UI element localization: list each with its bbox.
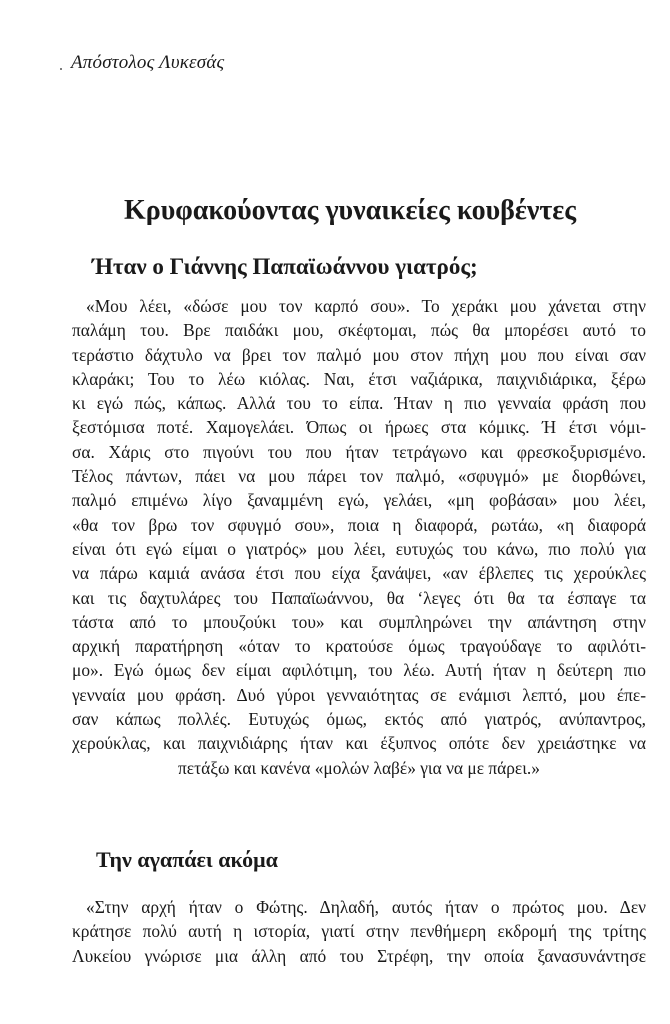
body-line: σα. Χάρις στο πιγούνι του που ήταν τετράγωνο και φρεσκοξυρισμένο. — [72, 441, 646, 462]
body-line: «Μου λέει, «δώσε μου τον καρπό σου». Το χεράκι μου χάνεται στην — [86, 296, 646, 316]
body-line: παλάμη του. Βρε παιδάκι μου, σκέφτομαι, πώς θα μπορέσει αυτό το — [72, 320, 646, 341]
body-line: σαν κάπως πολλές. Ευτυχώς όμως, εκτός από γιατρός, ανύπαντρος, — [72, 709, 646, 730]
body-line: παλμό επιμένω λίγο ξαναμμένη εγώ, γελάει, «μη φοβάσαι» μου λέει, — [72, 490, 646, 511]
running-header-author: Απόστολος Λυκεσάς — [71, 52, 225, 73]
section-2-body — [72, 895, 646, 968]
body-line: χερούκλας, και παιχνιδιάρης ήταν και έξυπνος οπότε δεν χρειάστηκε να — [72, 733, 646, 754]
scan-speck — [60, 68, 62, 70]
body-line: «θα τον βρω τον σφυγμό σου», ποια η διαφορά, ρωτάω, «η διαφορά — [72, 514, 646, 535]
body-line: ξεστόμισα ποτέ. Χαμογελάει. Όπως οι ήρωες στα κόμικς. Ή έτσι νόμι- — [72, 417, 646, 438]
body-line: κλαράκι; Του το λέω κιόλας. Ναι, έτσι ναζιάρικα, παιχνιδιάρικα, ξέρω — [72, 368, 646, 389]
section-heading-2: Την αγαπάει ακόμα — [96, 847, 278, 872]
body-line: κράτησε πολύ αυτή η ιστορία, γιατί στην πενθήμερη εκδρομή της τρίτης — [72, 921, 646, 942]
body-line: τάστα από το μπουζούκι του» και συμπληρώνει την απάντηση στην — [72, 611, 646, 632]
body-line: Λυκείου γνώρισε μια άλλη από του Στρέφη, την οποία ξανασυνάντησε — [72, 945, 646, 966]
body-line: Τέλος πάντων, πάει να μου πάρει τον παλμό, «σφυγμό» με διορθώνει, — [72, 466, 646, 487]
body-line: κι εγώ πώς, κάπως. Αλλά του το είπα. Ήταν η πιο γενναία φράση που — [72, 393, 646, 414]
body-line: είναι ότι εγώ είμαι ο γιατρός» μου λέει, ευτυχώς του κάνω, πιο πολύ για — [72, 538, 646, 559]
section-heading-1: Ήταν ο Γιάννης Παπαϊωάννου γιατρός; — [92, 254, 478, 279]
body-line: πετάξω και κανένα «μολών λαβέ» για να με πάρει.» — [178, 757, 540, 778]
chapter-title: Κρυφακούοντας γυναικείες κουβέντες — [123, 195, 577, 226]
body-line: τεράστιο δάχτυλο να βρει τον παλμό μου στον πήχη μου που είναι σαν — [72, 344, 646, 365]
body-line: και τις δαχτυλάρες του Παπαϊωάννου, θα ‘λεγες ότι θα τα έσπαγε τα — [72, 587, 646, 608]
body-line: μο». Εγώ όμως δεν είμαι αφιλότιμη, του λέω. Αυτή ήταν η δεύτερη πιο — [72, 660, 646, 681]
section-1-body — [72, 294, 646, 780]
body-line: «Στην αρχή ήταν ο Φώτης. Δηλαδή, αυτός ήταν ο πρώτος μου. Δεν — [86, 897, 646, 917]
body-line: να πάρω καμιά ανάσα έτσι που είχα ξανάψει, «αν έβλεπες τις χερούκλες — [72, 563, 646, 584]
body-line: αρχική παρατήρηση «όταν το κρατούσε όμως τραγούδαγε το αφιλότι- — [72, 636, 646, 657]
body-line: γενναία μου φράση. Δυό γύροι γενναιότητας σε ενάμισι λεπτό, μου έπε- — [72, 684, 646, 705]
